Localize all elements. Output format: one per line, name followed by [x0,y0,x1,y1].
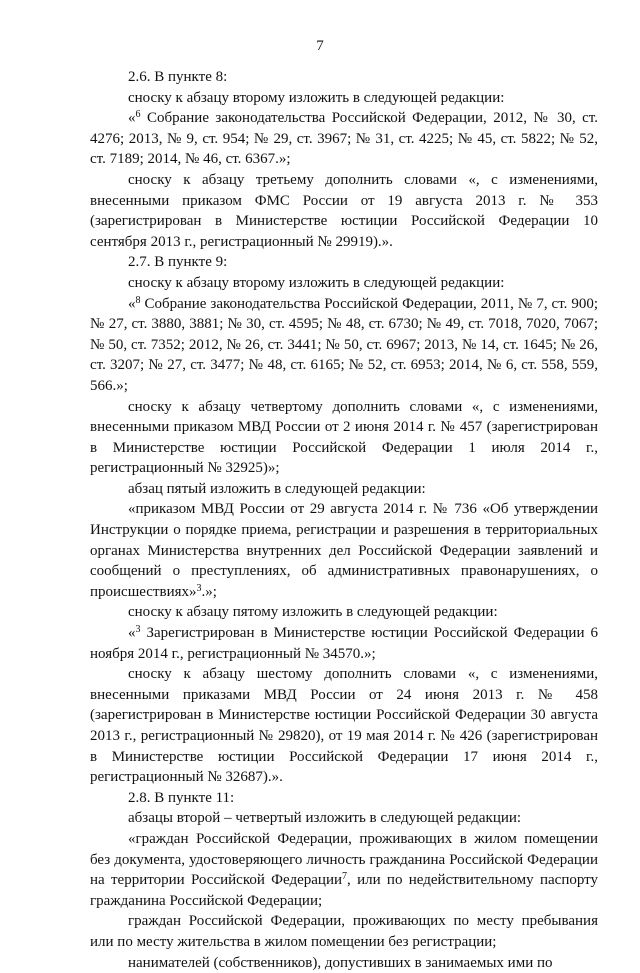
paragraph: сноску к абзацу шестому дополнить словами «, с изменениями, внесенными приказами МВД России от 24 июня 2013 г. № 458 (зарегистрирован в Министерстве юстиции Российской Федерации 30 августа 2013 г., регистрационный № 29820), от 19 мая 2014 г. № 426 (зарегистрирован в Министерстве юстиции Российской Федерации 17 июня 2014 г., регистрационный № 32687).». [90,666,598,786]
paragraph-2-6-heading: 2.6. В пункте 8: [128,69,228,85]
paragraph: сноску к абзацу второму изложить в следующей редакции: [128,274,505,291]
paragraph-footnote-3: «$^3$ Зарегистрирован в Министерстве юстиции Российской Федерации 6 ноября 2014 г., регистрационный № 34570.»; [90,624,598,662]
paragraph-footnote-6: «$^6$ Собрание законодательства Российской Федерации, 2012, № 30, ст. 4276; 2013, № 9, ст. 954; № 29, ст. 3967; № 31, ст. 4225; № 45, ст. 5822; № 52, ст. 7189; 2014, № 46, ст. 6367.»; [90,109,598,168]
paragraph: сноску к абзацу второму изложить в следующей редакции: [128,89,505,106]
paragraph: «приказом МВД России от 29 августа 2014 г. № 736 «Об утверждении Инструкции о порядке приема, регистрации и разрешения в территориальных органах Министерства внутренних дел Российской Федерации заявлений и сообщений о преступлениях, об административных правонарушениях, о происшествиях»$^3$.»; [90,501,598,600]
paragraph: абзацы второй – четвертый изложить в следующей редакции: [128,810,522,827]
footnote-marker: 7 [342,871,348,883]
paragraph-2-7-heading: 2.7. В пункте 9: [128,254,228,271]
document-body [90,67,598,973]
footnote-marker: 3 [196,582,202,594]
page-number: 7 [316,38,324,54]
paragraph-2-8-heading: 2.8. В пункте 11: [128,789,235,806]
paragraph: сноску к абзацу третьему дополнить словами «, с изменениями, внесенными приказом ФМС России от 19 августа 2013 г. № 353 (зарегистрирован в Министерстве юстиции Российской Федерации 10 сентября 2013 г., регистрационный № 29919).». [90,171,598,250]
paragraph: сноску к абзацу пятому изложить в следующей редакции: [128,604,498,621]
paragraph: абзац пятый изложить в следующей редакции: [128,480,426,497]
footnote-marker: 8 [135,294,141,306]
footnote-marker: 6 [135,109,141,121]
paragraph: нанимателей (собственников), допустивших в занимаемых ими по [128,954,553,971]
paragraph: сноску к абзацу четвертому дополнить словами «, с изменениями, внесенными приказом МВД России от 2 июня 2014 г. № 457 (зарегистрирован в Министерстве юстиции Российской Федерации 1 июля 2014 г., регистрационный № 32925)»; [90,398,598,477]
footnote-marker: 3 [135,624,141,636]
paragraph: «граждан Российской Федерации, проживающих в жилом помещении без документа, удостоверяющего личность гражданина Российской Федерации на территории Российской Федерации$^7$, или по недействительному паспорту гражданина Российской Федерации; [90,830,599,909]
paragraph: граждан Российской Федерации, проживающих по месту пребывания или по месту жительства в жилом помещении без регистрации; [90,913,598,950]
paragraph-footnote-8: «$^8$ Собрание законодательства Российской Федерации, 2011, № 7, ст. 900; № 27, ст. 3880, 3881; № 30, ст. 4595; № 48, ст. 6730; № 49, ст. 7018, 7020, 7067; № 50, ст. 7352; 2012, № 26, ст. 3441; № 50, ст. 6967; 2013, № 14, ст. 1645; № 26, ст. 3207; № 27, ст. 3477; № 48, ст. 6165; № 52, ст. 6953; 2014, № 6, ст. 558, 559, 566.»; [90,294,598,394]
